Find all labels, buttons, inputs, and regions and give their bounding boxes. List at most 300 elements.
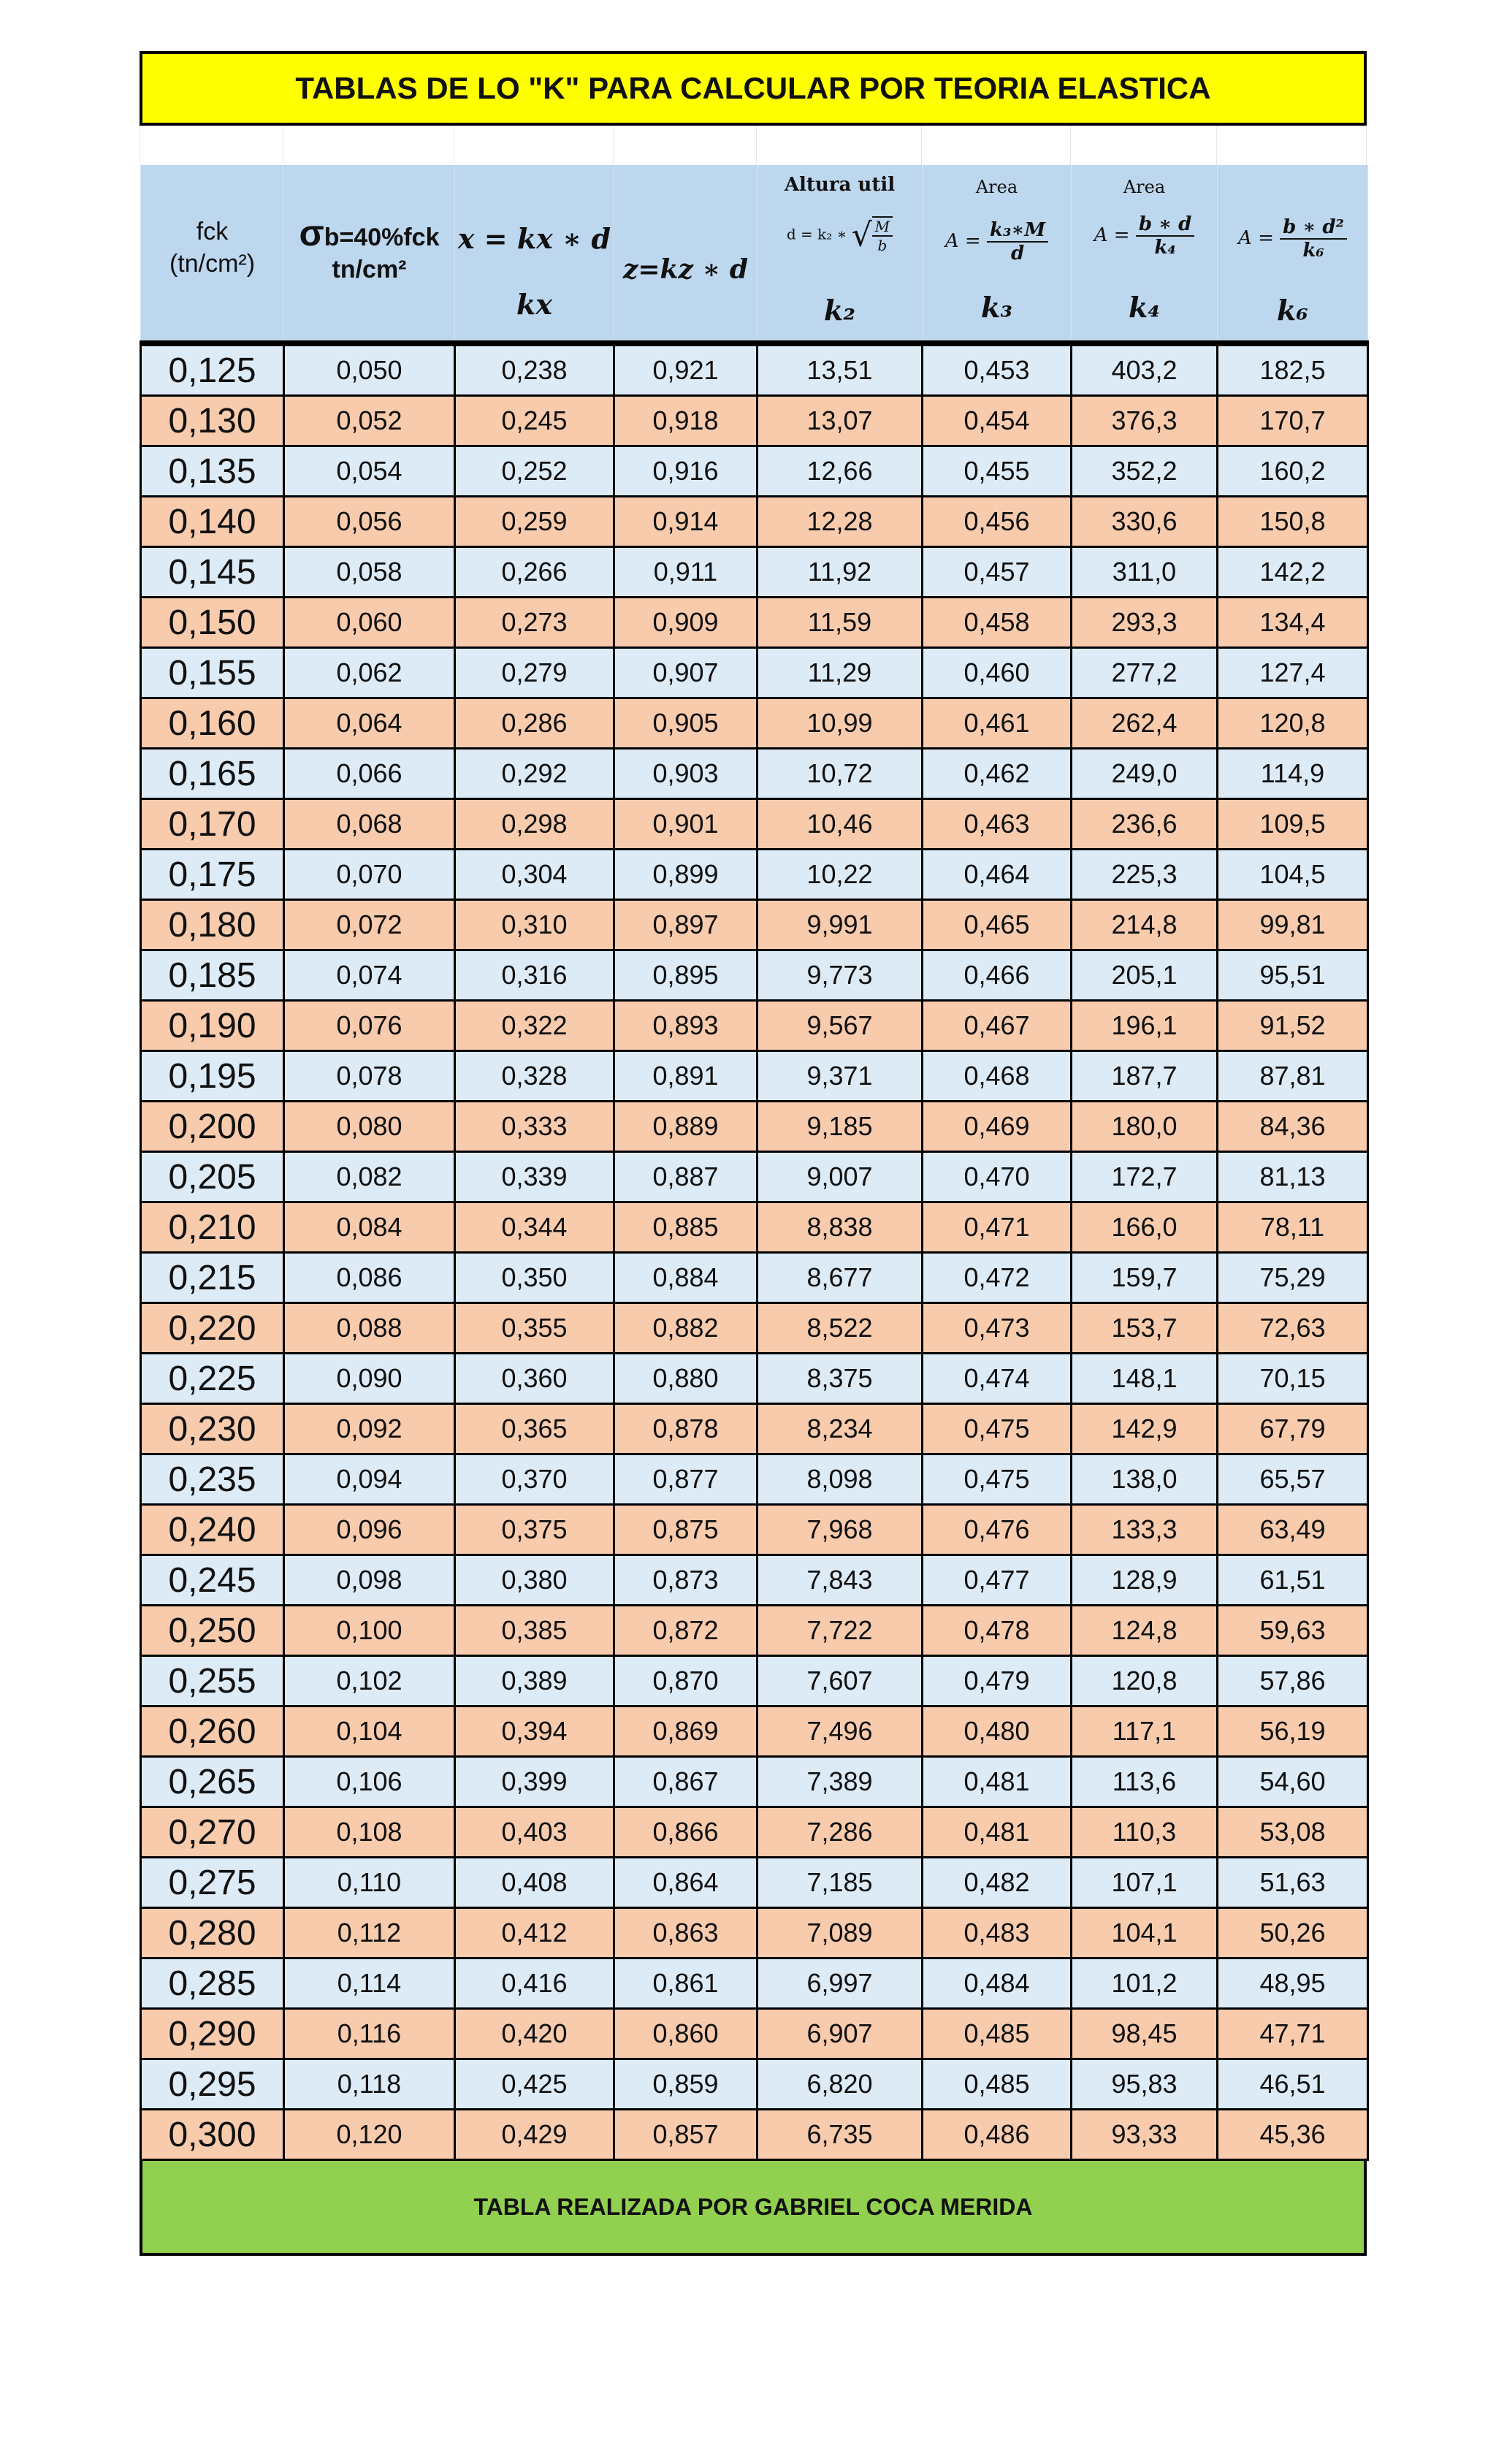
a6-numerator: b ∗ d²	[1280, 216, 1347, 240]
cell-k6: 78,11	[1218, 1202, 1368, 1253]
cell-fck: 0,270	[141, 1807, 284, 1858]
cell-kx: 0,266	[455, 547, 614, 598]
cell-kx: 0,375	[455, 1505, 614, 1555]
table-row	[141, 1656, 1368, 1706]
cell-sigma-b: 0,092	[284, 1404, 455, 1454]
cell-kx: 0,279	[455, 648, 614, 698]
sigma-unit: tn/cm²	[332, 256, 407, 283]
cell-sigma-b: 0,070	[284, 850, 455, 900]
cell-k6: 81,13	[1218, 1152, 1368, 1202]
cell-k4: 205,1	[1072, 950, 1218, 1001]
cell-k6: 56,19	[1218, 1706, 1368, 1757]
sigma-label	[284, 212, 454, 254]
cell-kz: 0,901	[614, 799, 757, 850]
table-title: TABLAS DE LO "K" PARA CALCULAR POR TEORIA ELASTICA	[140, 51, 1367, 126]
cell-kx: 0,408	[455, 1858, 614, 1908]
cell-kx: 0,360	[455, 1354, 614, 1404]
cell-sigma-b: 0,084	[284, 1202, 455, 1253]
cell-k2: 9,371	[757, 1051, 923, 1102]
cell-k6: 50,26	[1218, 1908, 1368, 1958]
cell-kz: 0,861	[614, 1958, 757, 2009]
cell-kx: 0,273	[455, 598, 614, 648]
table-body	[141, 343, 1368, 2160]
cell-k3: 0,486	[923, 2110, 1072, 2160]
cell-k3: 0,461	[923, 698, 1072, 749]
cell-sigma-b: 0,090	[284, 1354, 455, 1404]
cell-fck: 0,200	[141, 1102, 284, 1152]
cell-fck: 0,195	[141, 1051, 284, 1102]
cell-kx: 0,339	[455, 1152, 614, 1202]
cell-k3: 0,472	[923, 1253, 1072, 1303]
cell-k4: 166,0	[1072, 1202, 1218, 1253]
cell-k3: 0,468	[923, 1051, 1072, 1102]
a4-numerator: b ∗ d	[1136, 213, 1194, 237]
cell-k2: 8,677	[757, 1253, 923, 1303]
cell-k4: 330,6	[1072, 497, 1218, 547]
cell-kx: 0,238	[455, 343, 614, 396]
table-row	[141, 950, 1368, 1001]
cell-fck: 0,145	[141, 547, 284, 598]
spacer-cell	[613, 126, 756, 165]
altura-label: Altura util	[784, 174, 896, 196]
table-row	[141, 2059, 1368, 2110]
cell-fck: 0,155	[141, 648, 284, 698]
spacer-cell	[756, 126, 921, 165]
cell-kz: 0,905	[614, 698, 757, 749]
cell-k4: 262,4	[1072, 698, 1218, 749]
cell-k6: 54,60	[1218, 1757, 1368, 1807]
cell-kz: 0,887	[614, 1152, 757, 1202]
cell-fck: 0,210	[141, 1202, 284, 1253]
cell-sigma-b: 0,060	[284, 598, 455, 648]
table-row	[141, 1051, 1368, 1102]
a3-numerator: k₃∗M	[987, 219, 1048, 243]
cell-k3: 0,483	[923, 1908, 1072, 1958]
cell-k4: 142,9	[1072, 1404, 1218, 1454]
table-row	[141, 749, 1368, 799]
cell-k3: 0,471	[923, 1202, 1072, 1253]
cell-kx: 0,365	[455, 1404, 614, 1454]
cell-k2: 7,089	[757, 1908, 923, 1958]
cell-k2: 10,72	[757, 749, 923, 799]
cell-k4: 352,2	[1072, 446, 1218, 497]
cell-sigma-b: 0,050	[284, 343, 455, 396]
cell-sigma-b: 0,112	[284, 1908, 455, 1958]
cell-k4: 311,0	[1072, 547, 1218, 598]
cell-k6: 99,81	[1218, 900, 1368, 950]
cell-fck: 0,185	[141, 950, 284, 1001]
cell-k4: 236,6	[1072, 799, 1218, 850]
cell-k2: 9,991	[757, 900, 923, 950]
cell-sigma-b: 0,076	[284, 1001, 455, 1051]
a4-fraction	[1136, 213, 1194, 259]
table-row	[141, 1202, 1368, 1253]
cell-fck: 0,265	[141, 1757, 284, 1807]
spacer-row	[140, 126, 1367, 165]
header-k4	[1072, 165, 1218, 343]
table-row	[141, 497, 1368, 547]
header-fck	[141, 165, 284, 343]
cell-k3: 0,463	[923, 799, 1072, 850]
cell-kz: 0,860	[614, 2009, 757, 2059]
cell-k3: 0,467	[923, 1001, 1072, 1051]
a6-fraction	[1280, 216, 1347, 262]
cell-kz: 0,899	[614, 850, 757, 900]
cell-kx: 0,350	[455, 1253, 614, 1303]
cell-kz: 0,875	[614, 1505, 757, 1555]
cell-fck: 0,235	[141, 1454, 284, 1505]
cell-k2: 6,997	[757, 1958, 923, 2009]
cell-k6: 150,8	[1218, 497, 1368, 547]
cell-kx: 0,425	[455, 2059, 614, 2110]
cell-kx: 0,412	[455, 1908, 614, 1958]
cell-kx: 0,333	[455, 1102, 614, 1152]
cell-sigma-b: 0,086	[284, 1253, 455, 1303]
cell-fck: 0,160	[141, 698, 284, 749]
table-row	[141, 1807, 1368, 1858]
cell-sigma-b: 0,052	[284, 396, 455, 446]
cell-k6: 114,9	[1218, 749, 1368, 799]
cell-k2: 11,92	[757, 547, 923, 598]
cell-kz: 0,911	[614, 547, 757, 598]
cell-k6: 84,36	[1218, 1102, 1368, 1152]
cell-k2: 8,098	[757, 1454, 923, 1505]
cell-kz: 0,882	[614, 1303, 757, 1354]
cell-k2: 13,07	[757, 396, 923, 446]
table-row	[141, 446, 1368, 497]
cell-k6: 53,08	[1218, 1807, 1368, 1858]
sigma-text: b=40%fck	[324, 224, 440, 251]
cell-k2: 8,375	[757, 1354, 923, 1404]
table-row	[141, 1001, 1368, 1051]
cell-kz: 0,867	[614, 1757, 757, 1807]
cell-fck: 0,250	[141, 1606, 284, 1656]
cell-fck: 0,205	[141, 1152, 284, 1202]
cell-kx: 0,252	[455, 446, 614, 497]
cell-sigma-b: 0,080	[284, 1102, 455, 1152]
cell-k2: 7,286	[757, 1807, 923, 1858]
cell-k3: 0,466	[923, 950, 1072, 1001]
cell-kx: 0,310	[455, 900, 614, 950]
k4-symbol: k₄	[1129, 291, 1160, 324]
cell-k2: 7,185	[757, 1858, 923, 1908]
cell-k4: 138,0	[1072, 1454, 1218, 1505]
cell-kz: 0,878	[614, 1404, 757, 1454]
cell-sigma-b: 0,120	[284, 2110, 455, 2160]
cell-k4: 180,0	[1072, 1102, 1218, 1152]
cell-kz: 0,863	[614, 1908, 757, 1958]
cell-k2: 10,22	[757, 850, 923, 900]
cell-kx: 0,403	[455, 1807, 614, 1858]
cell-k4: 93,33	[1072, 2110, 1218, 2160]
cell-k4: 172,7	[1072, 1152, 1218, 1202]
header-k3	[923, 165, 1072, 343]
cell-kz: 0,880	[614, 1354, 757, 1404]
cell-kx: 0,385	[455, 1606, 614, 1656]
area4-label: Area	[1123, 177, 1166, 197]
cell-sigma-b: 0,106	[284, 1757, 455, 1807]
table-row	[141, 850, 1368, 900]
cell-k6: 63,49	[1218, 1505, 1368, 1555]
cell-k6: 142,2	[1218, 547, 1368, 598]
spacer-cell	[454, 126, 613, 165]
cell-kz: 0,895	[614, 950, 757, 1001]
cell-k6: 65,57	[1218, 1454, 1368, 1505]
cell-k3: 0,485	[923, 2009, 1072, 2059]
cell-sigma-b: 0,098	[284, 1555, 455, 1606]
fck-unit: (tn/cm²)	[169, 250, 256, 278]
cell-kz: 0,916	[614, 446, 757, 497]
cell-sigma-b: 0,066	[284, 749, 455, 799]
table-row	[141, 2110, 1368, 2160]
cell-k2: 9,567	[757, 1001, 923, 1051]
a3-lhs: A =	[944, 230, 981, 252]
cell-k4: 403,2	[1072, 343, 1218, 396]
cell-k6: 70,15	[1218, 1354, 1368, 1404]
kx-symbol: kx	[516, 288, 552, 321]
cell-k4: 107,1	[1072, 1858, 1218, 1908]
cell-k3: 0,455	[923, 446, 1072, 497]
cell-k3: 0,453	[923, 343, 1072, 396]
table-row	[141, 648, 1368, 698]
cell-sigma-b: 0,062	[284, 648, 455, 698]
cell-kz: 0,877	[614, 1454, 757, 1505]
cell-k3: 0,462	[923, 749, 1072, 799]
table-row	[141, 1858, 1368, 1908]
table-row	[141, 1354, 1368, 1404]
table-row	[141, 799, 1368, 850]
cell-k4: 110,3	[1072, 1807, 1218, 1858]
cell-k6: 72,63	[1218, 1303, 1368, 1354]
cell-k6: 45,36	[1218, 2110, 1368, 2160]
cell-k4: 98,45	[1072, 2009, 1218, 2059]
cell-k6: 48,95	[1218, 1958, 1368, 2009]
header-k2	[757, 165, 923, 343]
cell-k6: 182,5	[1218, 343, 1368, 396]
cell-k4: 124,8	[1072, 1606, 1218, 1656]
table-row	[141, 1152, 1368, 1202]
cell-kz: 0,907	[614, 648, 757, 698]
cell-sigma-b: 0,058	[284, 547, 455, 598]
cell-k6: 95,51	[1218, 950, 1368, 1001]
cell-fck: 0,290	[141, 2009, 284, 2059]
cell-kz: 0,857	[614, 2110, 757, 2160]
cell-k3: 0,477	[923, 1555, 1072, 1606]
a6-lhs: A =	[1238, 227, 1274, 249]
cell-k2: 10,99	[757, 698, 923, 749]
cell-k4: 153,7	[1072, 1303, 1218, 1354]
cell-fck: 0,240	[141, 1505, 284, 1555]
cell-k2: 12,28	[757, 497, 923, 547]
cell-k4: 376,3	[1072, 396, 1218, 446]
area3-label: Area	[975, 177, 1018, 197]
cell-k2: 8,522	[757, 1303, 923, 1354]
cell-k3: 0,485	[923, 2059, 1072, 2110]
cell-kz: 0,884	[614, 1253, 757, 1303]
cell-k3: 0,454	[923, 396, 1072, 446]
cell-k3: 0,480	[923, 1706, 1072, 1757]
cell-k4: 113,6	[1072, 1757, 1218, 1807]
cell-k6: 134,4	[1218, 598, 1368, 648]
table-row	[141, 1505, 1368, 1555]
cell-fck: 0,225	[141, 1354, 284, 1404]
d-formula-lhs: d = k₂ ∗	[786, 225, 847, 243]
cell-k2: 11,29	[757, 648, 923, 698]
k6-symbol: k₆	[1277, 294, 1308, 327]
cell-fck: 0,260	[141, 1706, 284, 1757]
cell-k3: 0,481	[923, 1807, 1072, 1858]
cell-k4: 159,7	[1072, 1253, 1218, 1303]
cell-fck: 0,300	[141, 2110, 284, 2160]
cell-k4: 128,9	[1072, 1555, 1218, 1606]
spacer-cell	[1070, 126, 1216, 165]
table-row	[141, 1555, 1368, 1606]
cell-kz: 0,891	[614, 1051, 757, 1102]
cell-k4: 101,2	[1072, 1958, 1218, 2009]
cell-kz: 0,866	[614, 1807, 757, 1858]
cell-k6: 160,2	[1218, 446, 1368, 497]
a6-denominator: k₆	[1302, 240, 1324, 262]
table-row	[141, 900, 1368, 950]
d-formula	[757, 216, 922, 254]
d-fraction	[872, 216, 893, 254]
cell-k4: 214,8	[1072, 900, 1218, 950]
cell-k4: 277,2	[1072, 648, 1218, 698]
cell-k6: 59,63	[1218, 1606, 1368, 1656]
cell-k3: 0,476	[923, 1505, 1072, 1555]
cell-k2: 6,735	[757, 2110, 923, 2160]
cell-k6: 47,71	[1218, 2009, 1368, 2059]
cell-k4: 187,7	[1072, 1051, 1218, 1102]
cell-k6: 109,5	[1218, 799, 1368, 850]
k-table-sheet	[140, 51, 1367, 2256]
cell-fck: 0,275	[141, 1858, 284, 1908]
cell-k3: 0,474	[923, 1354, 1072, 1404]
sqrt-symbol: √	[851, 216, 872, 254]
a4-formula	[1072, 213, 1217, 259]
cell-k3: 0,484	[923, 1958, 1072, 2009]
cell-kz: 0,870	[614, 1656, 757, 1706]
cell-fck: 0,255	[141, 1656, 284, 1706]
cell-sigma-b: 0,054	[284, 446, 455, 497]
cell-kz: 0,859	[614, 2059, 757, 2110]
cell-k2: 11,59	[757, 598, 923, 648]
cell-sigma-b: 0,118	[284, 2059, 455, 2110]
spacer-cell	[283, 126, 454, 165]
cell-fck: 0,280	[141, 1908, 284, 1958]
z-formula: z=kz ∗ d	[622, 254, 749, 285]
cell-kz: 0,903	[614, 749, 757, 799]
cell-sigma-b: 0,114	[284, 1958, 455, 2009]
a4-lhs: A =	[1094, 224, 1130, 246]
cell-k4: 104,1	[1072, 1908, 1218, 1958]
table-row	[141, 1253, 1368, 1303]
cell-k4: 95,83	[1072, 2059, 1218, 2110]
cell-fck: 0,175	[141, 850, 284, 900]
cell-kx: 0,328	[455, 1051, 614, 1102]
cell-k3: 0,469	[923, 1102, 1072, 1152]
cell-sigma-b: 0,056	[284, 497, 455, 547]
cell-kx: 0,355	[455, 1303, 614, 1354]
cell-kx: 0,420	[455, 2009, 614, 2059]
k3-symbol: k₃	[981, 291, 1012, 324]
cell-k6: 127,4	[1218, 648, 1368, 698]
cell-k3: 0,473	[923, 1303, 1072, 1354]
table-row	[141, 1303, 1368, 1354]
cell-fck: 0,135	[141, 446, 284, 497]
cell-fck: 0,285	[141, 1958, 284, 2009]
cell-sigma-b: 0,094	[284, 1454, 455, 1505]
d-denominator: b	[877, 237, 888, 254]
cell-sigma-b: 0,068	[284, 799, 455, 850]
cell-k3: 0,456	[923, 497, 1072, 547]
cell-fck: 0,170	[141, 799, 284, 850]
cell-k4: 120,8	[1072, 1656, 1218, 1706]
cell-k2: 6,820	[757, 2059, 923, 2110]
cell-sigma-b: 0,082	[284, 1152, 455, 1202]
cell-sigma-b: 0,100	[284, 1606, 455, 1656]
cell-kx: 0,245	[455, 396, 614, 446]
cell-sigma-b: 0,096	[284, 1505, 455, 1555]
a3-fraction	[987, 219, 1048, 264]
cell-k3: 0,465	[923, 900, 1072, 950]
cell-k3: 0,478	[923, 1606, 1072, 1656]
cell-kz: 0,885	[614, 1202, 757, 1253]
cell-k2: 7,607	[757, 1656, 923, 1706]
table-row	[141, 2009, 1368, 2059]
cell-kx: 0,298	[455, 799, 614, 850]
spacer-cell	[921, 126, 1070, 165]
cell-kz: 0,889	[614, 1102, 757, 1152]
cell-kx: 0,389	[455, 1656, 614, 1706]
cell-k2: 9,773	[757, 950, 923, 1001]
cell-fck: 0,140	[141, 497, 284, 547]
d-numerator: M	[872, 218, 893, 237]
cell-kx: 0,304	[455, 850, 614, 900]
cell-k2: 10,46	[757, 799, 923, 850]
table-row	[141, 698, 1368, 749]
cell-kx: 0,286	[455, 698, 614, 749]
cell-kz: 0,893	[614, 1001, 757, 1051]
cell-k6: 61,51	[1218, 1555, 1368, 1606]
cell-k2: 6,907	[757, 2009, 923, 2059]
cell-sigma-b: 0,078	[284, 1051, 455, 1102]
cell-k4: 225,3	[1072, 850, 1218, 900]
cell-kz: 0,873	[614, 1555, 757, 1606]
table-row	[141, 1908, 1368, 1958]
cell-k3: 0,481	[923, 1757, 1072, 1807]
cell-fck: 0,150	[141, 598, 284, 648]
cell-k4: 117,1	[1072, 1706, 1218, 1757]
table-row	[141, 1706, 1368, 1757]
cell-sigma-b: 0,072	[284, 900, 455, 950]
k2-symbol: k₂	[824, 294, 855, 327]
cell-k6: 57,86	[1218, 1656, 1368, 1706]
table-row	[141, 1606, 1368, 1656]
cell-k6: 91,52	[1218, 1001, 1368, 1051]
cell-kx: 0,316	[455, 950, 614, 1001]
cell-k6: 67,79	[1218, 1404, 1368, 1454]
cell-kz: 0,869	[614, 1706, 757, 1757]
cell-k6: 104,5	[1218, 850, 1368, 900]
a4-denominator: k₄	[1154, 237, 1176, 259]
cell-k2: 7,968	[757, 1505, 923, 1555]
cell-sigma-b: 0,110	[284, 1858, 455, 1908]
cell-k2: 9,185	[757, 1102, 923, 1152]
a3-denominator: d	[1010, 243, 1025, 264]
cell-fck: 0,230	[141, 1404, 284, 1454]
cell-k3: 0,482	[923, 1858, 1072, 1908]
